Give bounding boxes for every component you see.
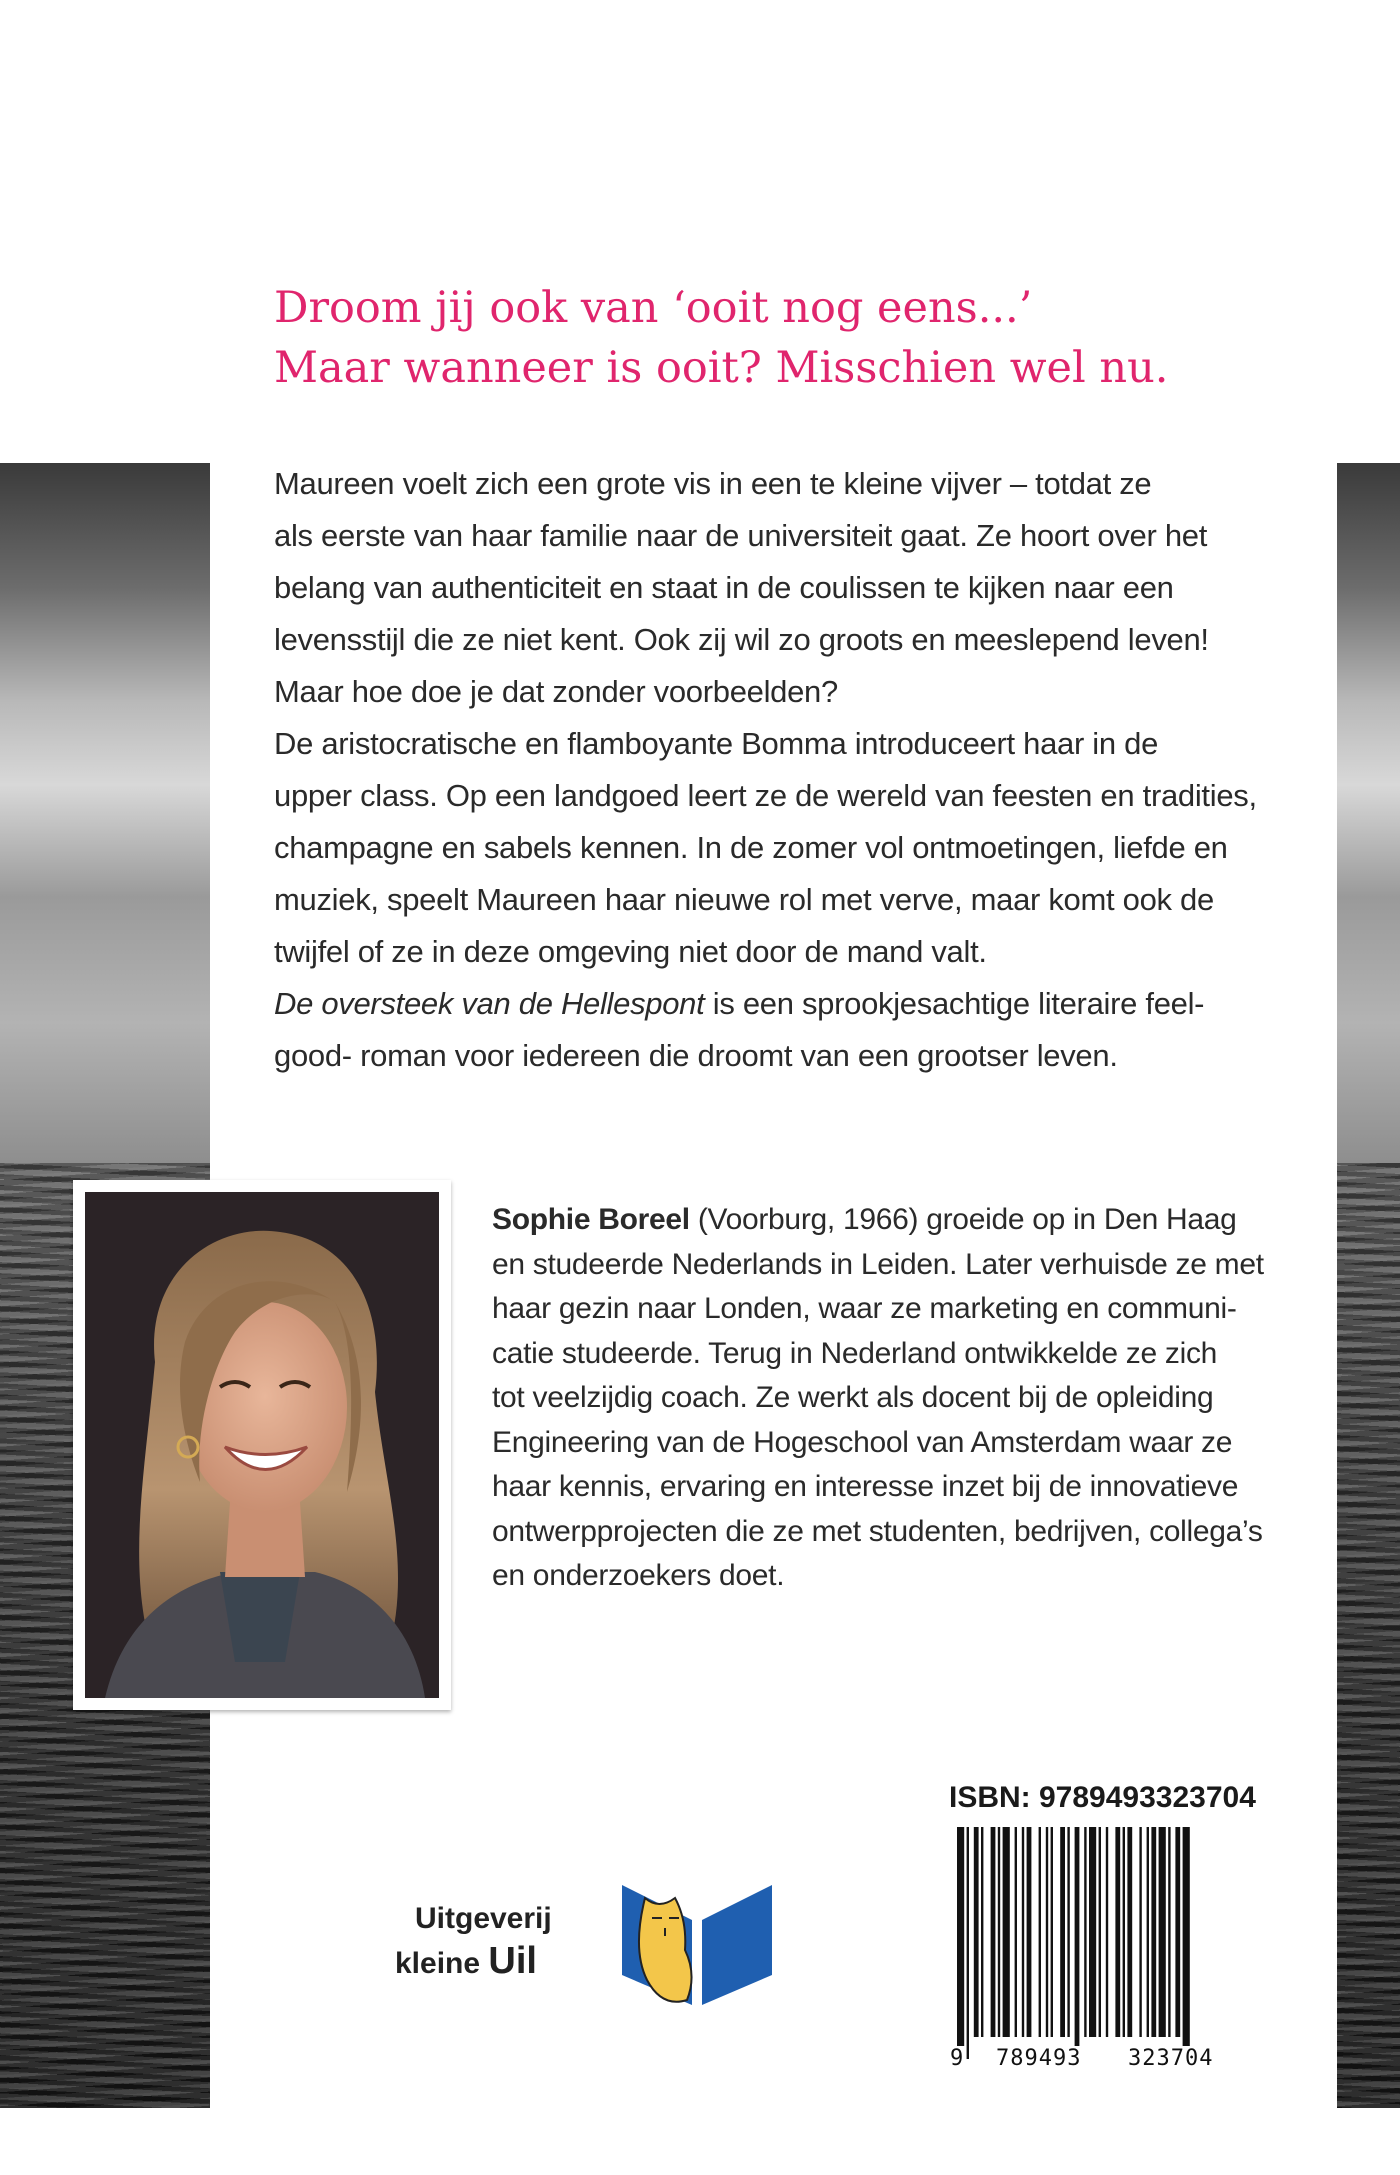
- barcode-bar: [1106, 1827, 1108, 2037]
- author-photo: [85, 1192, 439, 1698]
- publisher-logo: [395, 1880, 785, 2010]
- isbn-barcode: [955, 1827, 1260, 2081]
- barcode-bar: [1039, 1827, 1041, 2037]
- barcode-bar: [998, 1827, 1000, 2037]
- bio-line: Engineering van de Hogeschool van Amsterdam waar ze: [492, 1425, 1233, 1459]
- blurb-line: champagne en sabels kennen. In de zomer vol ontmoetingen, liefde en: [274, 830, 1228, 865]
- barcode-bar: [1139, 1827, 1141, 2037]
- bio-line: haar gezin naar Londen, waar ze marketing en communi-: [492, 1292, 1237, 1325]
- bio-line: en onderzoekers doet.: [492, 1559, 785, 1592]
- barcode-bar: [1027, 1827, 1032, 2037]
- barcode-bar: [1123, 1827, 1125, 2037]
- blurb-line: als eerste van haar familie naar de universiteit gaat. Ze hoort over het: [274, 518, 1208, 553]
- barcode-digits-group-1: 789493: [996, 2046, 1082, 2071]
- barcode-bar: [1003, 1827, 1010, 2037]
- blurb-closing-line-2: good- roman voor iedereen die droomt van een grootser leven.: [274, 1038, 1118, 1073]
- blurb-line: levensstijl die ze niet kent. Ook zij wil zo groots en meeslepend leven!: [274, 622, 1209, 657]
- barcode-bar: [1183, 1827, 1190, 2059]
- barcode-bar: [1075, 1827, 1080, 2059]
- barcode-bar: [1067, 1827, 1069, 2037]
- author-bio: [492, 1198, 1292, 1599]
- book-blurb: [274, 458, 1257, 1082]
- author-photo-frame: [73, 1180, 451, 1710]
- barcode-bar: [1022, 1827, 1024, 2037]
- barcode-bar: [1015, 1827, 1017, 2037]
- blurb-closing-text: is een sprookjesachtige literaire feel-: [704, 986, 1205, 1021]
- publisher-name-line-2: [395, 1940, 537, 1983]
- cover-headline: [274, 278, 1274, 398]
- barcode-bar: [1168, 1827, 1170, 2037]
- barcode-digits-group-2: 323704: [1128, 2046, 1214, 2071]
- barcode-bar: [1127, 1827, 1132, 2037]
- blurb-line: De aristocratische en flamboyante Bomma introduceert haar in de: [274, 726, 1159, 761]
- barcode-bar: [974, 1827, 979, 2037]
- bio-line: catie studeerde. Terug in Nederland ontwikkelde ze zich: [492, 1336, 1218, 1370]
- barcode-bar: [991, 1827, 996, 2037]
- barcode-bar: [967, 1827, 969, 2059]
- barcode-bar: [1151, 1827, 1156, 2037]
- publisher-name-line-1: Uitgeverij: [415, 1902, 552, 1935]
- blurb-line: twijfel of ze in deze omgeving niet door de mand valt.: [274, 934, 987, 969]
- blurb-line: Maar hoe doe je dat zonder voorbeelden?: [274, 674, 838, 709]
- blurb-line: Maureen voelt zich een grote vis in een te kleine vijver – totdat ze: [274, 466, 1152, 501]
- author-name: Sophie Boreel: [492, 1203, 690, 1236]
- owl-book-icon: [617, 1880, 777, 2010]
- bio-line: haar kennis, ervaring en interesse inzet bij de innovatieve: [492, 1470, 1239, 1503]
- barcode-bar: [1046, 1827, 1048, 2037]
- headline-line-1: Droom jij ook van ‘ooit nog eens...’: [274, 283, 1033, 333]
- book-title: De oversteek van de Hellespont: [274, 986, 705, 1021]
- blurb-line: upper class. Op een landgoed leert ze de wereld van feesten en tradities,: [274, 778, 1257, 813]
- blurb-line: muziek, speelt Maureen haar nieuwe rol met verve, maar komt ook de: [274, 882, 1214, 917]
- barcode-bar: [1175, 1827, 1180, 2037]
- barcode-bar: [981, 1827, 983, 2037]
- barcode-bar: [1060, 1827, 1065, 2037]
- barcode-bar: [1084, 1827, 1086, 2037]
- barcode-bar: [1051, 1827, 1053, 2037]
- isbn-label: ISBN: 9789493323704: [949, 1781, 1256, 1814]
- barcode-bars: [955, 1827, 1260, 2059]
- headline-line-2: Maar wanneer is ooit? Misschien wel nu.: [274, 343, 1169, 393]
- bio-line-first: [492, 1198, 1292, 1243]
- barcode-digit-first: 9: [950, 2046, 965, 2071]
- bio-line: tot veelzijdig coach. Ze werkt als docent bij de opleiding: [492, 1381, 1214, 1414]
- bio-first-line-text: (Voorburg, 1966) groeide op in Den Haag: [689, 1203, 1237, 1236]
- blurb-line: belang van authenticiteit en staat in de coulissen te kijken naar een: [274, 570, 1174, 605]
- bio-line: ontwerpprojecten die ze met studenten, bedrijven, collega’s: [492, 1514, 1263, 1548]
- publisher-word-uil: Uil: [488, 1940, 537, 1982]
- publisher-word-kleine: kleine: [395, 1947, 489, 1980]
- barcode-bar: [957, 1827, 964, 2059]
- barcode-bar: [1089, 1827, 1096, 2037]
- barcode-bar: [1147, 1827, 1149, 2037]
- author-portrait-illustration: [85, 1192, 439, 1698]
- barcode-bar: [1115, 1827, 1120, 2037]
- barcode-bar: [1099, 1827, 1101, 2037]
- sea-photo-right: [1337, 463, 1400, 2108]
- barcode-bar: [1159, 1827, 1166, 2037]
- bio-line: en studeerde Nederlands in Leiden. Later verhuisde ze met: [492, 1247, 1264, 1281]
- blurb-closing-line-1: [274, 978, 1254, 1030]
